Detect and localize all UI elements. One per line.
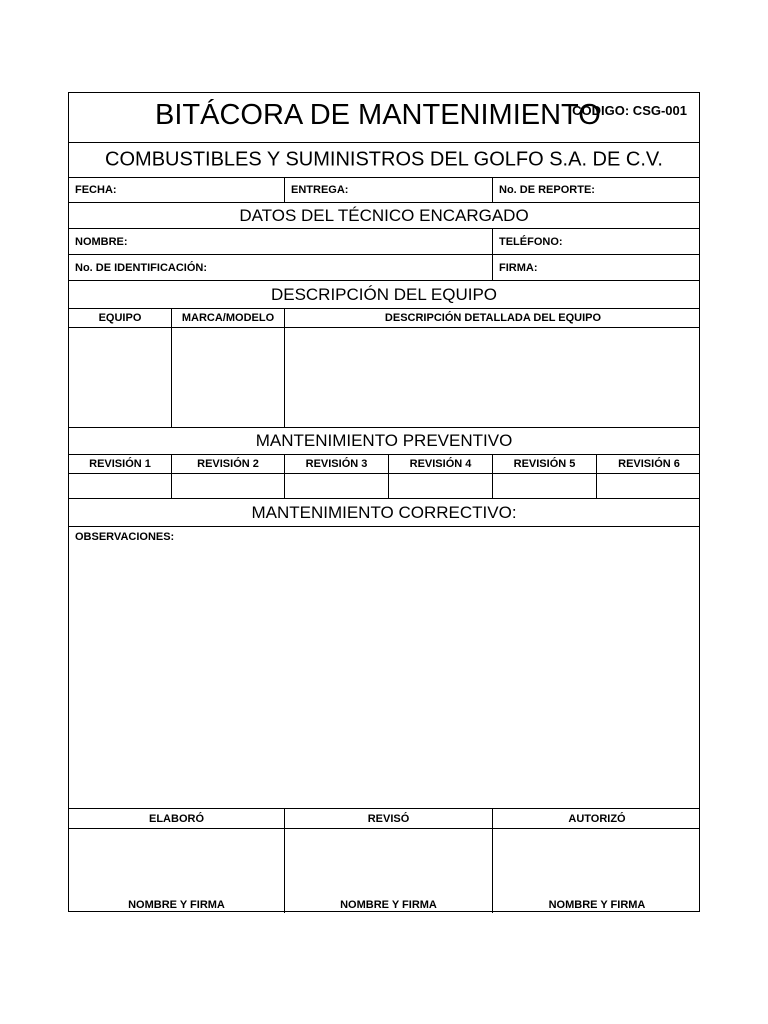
revisiones-header-row <box>69 455 699 474</box>
descripcion-input[interactable] <box>285 328 701 427</box>
identificacion-field[interactable] <box>69 255 493 280</box>
identificacion-row <box>69 255 699 281</box>
equipo-columns-row <box>69 309 699 328</box>
fecha-field[interactable] <box>69 178 285 202</box>
revision-4-input[interactable] <box>389 474 493 498</box>
equipo-heading: DESCRIPCIÓN DEL EQUIPO <box>270 284 498 304</box>
revision-1-header <box>69 455 172 473</box>
autorizo-nombre-firma-label: NOMBRE Y FIRMA <box>548 899 646 911</box>
correctivo-heading-row <box>69 499 699 527</box>
firmas-header-row <box>69 809 699 829</box>
elaboro-header <box>69 809 285 828</box>
equipo-column-header <box>69 309 172 327</box>
revision-6-input[interactable] <box>597 474 701 498</box>
autorizo-header <box>493 809 701 828</box>
revision-1-label: REVISIÓN 1 <box>89 458 151 470</box>
revision-6-header <box>597 455 701 473</box>
descripcion-column-header <box>285 309 701 327</box>
tecnico-heading: DATOS DEL TÉCNICO ENCARGADO <box>239 205 529 225</box>
firma-label: FIRMA: <box>499 261 538 274</box>
equipo-body-row <box>69 328 699 428</box>
reporte-label: No. DE REPORTE: <box>499 184 595 196</box>
nombre-label: NOMBRE: <box>75 235 128 248</box>
document-code: CODIGO: CSG-001 <box>572 103 687 118</box>
observaciones-field[interactable] <box>69 527 699 809</box>
reporte-field[interactable] <box>493 178 701 202</box>
revision-2-header <box>172 455 285 473</box>
marca-modelo-column-header <box>172 309 285 327</box>
revision-4-label: REVISIÓN 4 <box>409 458 472 470</box>
revision-5-input[interactable] <box>493 474 597 498</box>
descripcion-column-label: DESCRIPCIÓN DETALLADA DEL EQUIPO <box>384 312 602 324</box>
equipo-input[interactable] <box>69 328 172 427</box>
elaboro-label: ELABORÓ <box>149 812 204 825</box>
revision-2-input[interactable] <box>172 474 285 498</box>
maintenance-log-form <box>68 92 700 912</box>
nombre-field[interactable] <box>69 229 493 254</box>
revision-1-input[interactable] <box>69 474 172 498</box>
correctivo-heading: MANTENIMIENTO CORRECTIVO: <box>251 502 517 522</box>
company-name: COMBUSTIBLES Y SUMINISTROS DEL GOLFO S.A. DE C.V. <box>105 148 663 171</box>
observaciones-label: OBSERVACIONES: <box>75 531 175 543</box>
revision-3-header <box>285 455 389 473</box>
revision-3-input[interactable] <box>285 474 389 498</box>
fecha-label: FECHA: <box>75 184 117 196</box>
firmas-body-row <box>69 829 699 913</box>
revisiones-input-row <box>69 474 699 499</box>
company-row <box>69 143 699 178</box>
entrega-label: ENTREGA: <box>291 184 349 196</box>
autorizo-signature-field[interactable] <box>493 829 701 913</box>
marca-modelo-input[interactable] <box>172 328 285 427</box>
elaboro-signature-field[interactable] <box>69 829 285 913</box>
revision-5-header <box>493 455 597 473</box>
reviso-signature-field[interactable] <box>285 829 493 913</box>
telefono-field[interactable] <box>493 229 701 254</box>
revision-6-label: REVISIÓN 6 <box>618 458 680 470</box>
tecnico-heading-row <box>69 203 699 229</box>
marca-modelo-column-label: MARCA/MODELO <box>181 312 275 324</box>
report-info-row <box>69 178 699 203</box>
preventivo-heading-row <box>69 428 699 455</box>
reviso-header <box>285 809 493 828</box>
equipo-heading-row <box>69 281 699 309</box>
revision-3-label: REVISIÓN 3 <box>305 458 368 470</box>
document-title: BITÁCORA DE MANTENIMIENTO <box>155 99 601 131</box>
revision-5-label: REVISIÓN 5 <box>513 458 576 470</box>
preventivo-heading: MANTENIMIENTO PREVENTIVO <box>255 431 513 450</box>
revision-4-header <box>389 455 493 473</box>
reviso-nombre-firma-label: NOMBRE Y FIRMA <box>340 899 437 911</box>
revision-2-label: REVISIÓN 2 <box>197 458 259 470</box>
entrega-field[interactable] <box>285 178 493 202</box>
elaboro-nombre-firma-label: NOMBRE Y FIRMA <box>128 899 225 911</box>
title-row <box>69 93 699 143</box>
telefono-label: TELÉFONO: <box>499 235 563 248</box>
firma-field[interactable] <box>493 255 701 280</box>
reviso-label: REVISÓ <box>367 812 410 825</box>
nombre-row <box>69 229 699 255</box>
identificacion-label: No. DE IDENTIFICACIÓN: <box>75 261 207 274</box>
equipo-column-label: EQUIPO <box>98 312 142 324</box>
autorizo-label: AUTORIZÓ <box>568 812 626 825</box>
